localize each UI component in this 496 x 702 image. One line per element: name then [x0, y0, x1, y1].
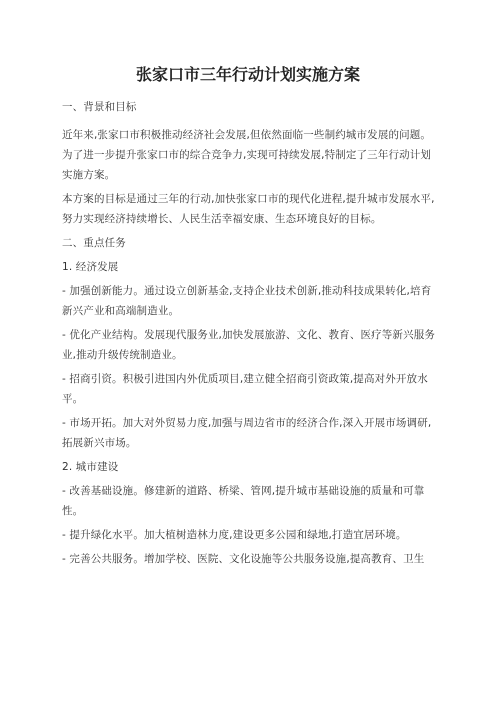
list-item-greening: - 提升绿化水平。加大植树造林力度,建设更多公园和绿地,打造宜居环境。: [62, 529, 407, 541]
section-heading-tasks: 二、重点任务: [62, 237, 126, 249]
subheading-economy: 1. 经济发展: [62, 261, 119, 273]
list-item-industry: - 优化产业结构。发展现代服务业,加快发展旅游、文化、教育、医疗等新兴服务业,推动升级传统制造业。: [62, 329, 436, 361]
list-item-investment: - 招商引资。积极引进国内外优质项目,建立健全招商引资政策,提高对外开放水平。: [62, 373, 428, 405]
list-item-innovation: - 加强创新能力。通过设立创新基金,支持企业技术创新,推动科技成果转化,培育新兴产业和高端制造业。: [62, 285, 432, 317]
paragraph-goals: 本方案的目标是通过三年的行动,加快张家口市的现代化进程,提升城市发展水平,努力实现经济持续增长、人民生活幸福安康、生态环境良好的目标。: [62, 193, 435, 225]
list-item-infrastructure: - 改善基础设施。修建新的道路、桥梁、管网,提升城市基础设施的质量和可靠性。: [62, 485, 425, 517]
document-body: [62, 97, 437, 569]
list-item-market: - 市场开拓。加大对外贸易力度,加强与周边省市的经济合作,深入开展市场调研,拓展新兴市场。: [62, 417, 432, 449]
document-title: 张家口市三年行动计划实施方案: [135, 65, 360, 84]
section-heading-background: 一、背景和目标: [62, 101, 137, 113]
paragraph-background: 近年来,张家口市积极推动经济社会发展,但依然面临一些制约城市发展的问题。为了进一步提升张家口市的综合竞争力,实现可持续发展,特制定了三年行动计划实施方案。: [62, 129, 432, 181]
list-item-public-services: - 完善公共服务。增加学校、医院、文化设施等公共服务设施,提高教育、卫生: [62, 553, 425, 565]
subheading-city: 2. 城市建设: [62, 461, 119, 473]
